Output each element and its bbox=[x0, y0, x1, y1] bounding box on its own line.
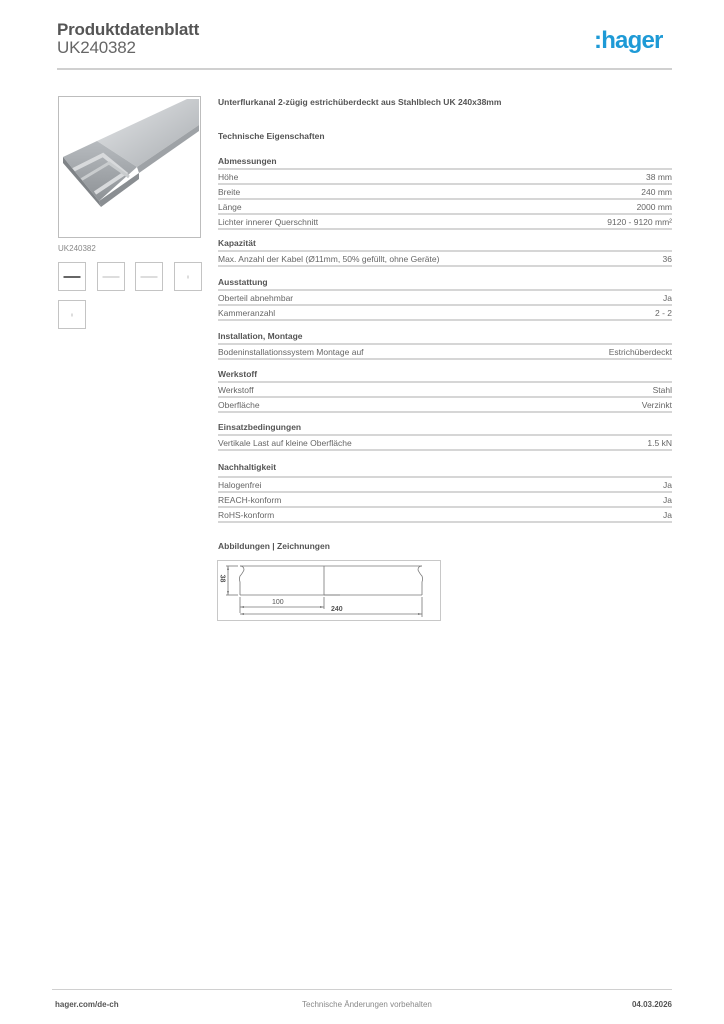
spec-value: 9120 - 9120 mm² bbox=[607, 217, 672, 227]
spec-value: Ja bbox=[663, 495, 672, 505]
dot-icon bbox=[188, 275, 189, 278]
section-installation bbox=[218, 330, 672, 360]
spec-label: Oberfläche bbox=[218, 400, 260, 410]
spec-value: Verzinkt bbox=[641, 400, 672, 410]
dot-icon bbox=[72, 313, 73, 316]
spec-value: 2 - 2 bbox=[654, 308, 672, 318]
spec-label: Vertikale Last auf kleine Oberfläche bbox=[218, 438, 352, 448]
product-title: Unterflurkanal 2-zügig estrichüberdeckt aus Stahlblech UK 240x38mm bbox=[218, 97, 502, 107]
section-title: Installation, Montage bbox=[218, 330, 672, 345]
spec-label: Werkstoff bbox=[218, 385, 254, 395]
dimension-partition-label: 100 bbox=[272, 599, 284, 606]
section-einsatzbedingungen bbox=[218, 421, 672, 451]
document-title: Produktdatenblatt bbox=[57, 20, 200, 39]
spec-row bbox=[218, 436, 672, 451]
drawings-heading: Abbildungen | Zeichnungen bbox=[218, 541, 330, 551]
cable-duct-illustration bbox=[59, 97, 200, 237]
spec-value: 38 mm bbox=[646, 172, 672, 182]
spec-row bbox=[218, 478, 672, 493]
spec-label: Kammeranzahl bbox=[218, 308, 276, 318]
spec-value: Estrichüberdeckt bbox=[608, 347, 672, 357]
spec-label: Halogenfrei bbox=[218, 480, 262, 490]
section-title: Nachhaltigkeit bbox=[218, 461, 672, 478]
spec-value: 2000 mm bbox=[636, 202, 672, 212]
section-nachhaltigkeit bbox=[218, 461, 672, 523]
section-title: Werkstoff bbox=[218, 368, 672, 383]
footer-notice: Technische Änderungen vorbehalten bbox=[302, 1000, 432, 1009]
spec-row bbox=[218, 252, 672, 267]
thumbnail-3[interactable] bbox=[135, 262, 163, 291]
spec-row bbox=[218, 383, 672, 398]
spec-label: Oberteil abnehmbar bbox=[218, 293, 294, 303]
technical-drawing bbox=[217, 560, 441, 621]
spec-row bbox=[218, 306, 672, 321]
section-abmessungen bbox=[218, 155, 672, 230]
spec-label: Max. Anzahl der Kabel (Ø11mm, 50% gefüllt, ohne Geräte) bbox=[218, 254, 440, 264]
thumbnail-1[interactable] bbox=[58, 262, 86, 291]
cross-section-drawing bbox=[218, 561, 440, 620]
spec-value: 36 bbox=[662, 254, 672, 264]
hager-logo: :hager bbox=[594, 27, 663, 54]
thin-line-icon bbox=[141, 276, 158, 277]
spec-value: Ja bbox=[663, 510, 672, 520]
thumbnail-5[interactable] bbox=[58, 300, 86, 329]
spec-row bbox=[218, 508, 672, 523]
spec-label: Bodeninstallationssystem Montage auf bbox=[218, 347, 364, 357]
spec-label: Länge bbox=[218, 202, 242, 212]
section-title: Einsatzbedingungen bbox=[218, 421, 672, 436]
spec-row bbox=[218, 215, 672, 230]
spec-row bbox=[218, 398, 672, 413]
section-kapazitaet bbox=[218, 237, 672, 267]
thick-line-icon bbox=[64, 276, 81, 278]
article-number: UK240382 bbox=[57, 38, 136, 57]
thumbnail-4[interactable] bbox=[174, 262, 202, 291]
spec-label: Breite bbox=[218, 187, 241, 197]
spec-row bbox=[218, 185, 672, 200]
dimension-width-label: 240 bbox=[331, 606, 343, 613]
spec-value: 240 mm bbox=[641, 187, 672, 197]
section-title: Abmessungen bbox=[218, 155, 672, 170]
spec-row bbox=[218, 345, 672, 360]
header-divider bbox=[57, 68, 672, 70]
spec-row bbox=[218, 291, 672, 306]
footer-divider bbox=[52, 989, 672, 990]
footer-website-link[interactable]: hager.com/de-ch bbox=[55, 1000, 119, 1009]
spec-value: 1.5 kN bbox=[647, 438, 672, 448]
section-werkstoff bbox=[218, 368, 672, 413]
spec-label: REACH-konform bbox=[218, 495, 282, 505]
section-title: Kapazität bbox=[218, 237, 672, 252]
technical-properties-heading: Technische Eigenschaften bbox=[218, 131, 325, 141]
spec-value: Stahl bbox=[652, 385, 672, 395]
footer-date: 04.03.2026 bbox=[631, 1000, 672, 1009]
spec-row bbox=[218, 200, 672, 215]
spec-label: Höhe bbox=[218, 172, 239, 182]
thumbnail-2[interactable] bbox=[97, 262, 125, 291]
image-caption: UK240382 bbox=[58, 244, 96, 253]
spec-value: Ja bbox=[663, 480, 672, 490]
spec-label: Lichter innerer Querschnitt bbox=[218, 217, 319, 227]
spec-value: Ja bbox=[663, 293, 672, 303]
spec-row bbox=[218, 170, 672, 185]
spec-label: RoHS-konform bbox=[218, 510, 275, 520]
thin-line-icon bbox=[103, 276, 120, 277]
dimension-height-label: 38 bbox=[218, 574, 226, 583]
section-ausstattung bbox=[218, 276, 672, 321]
spec-row bbox=[218, 493, 672, 508]
main-product-image bbox=[58, 96, 201, 238]
section-title: Ausstattung bbox=[218, 276, 672, 291]
